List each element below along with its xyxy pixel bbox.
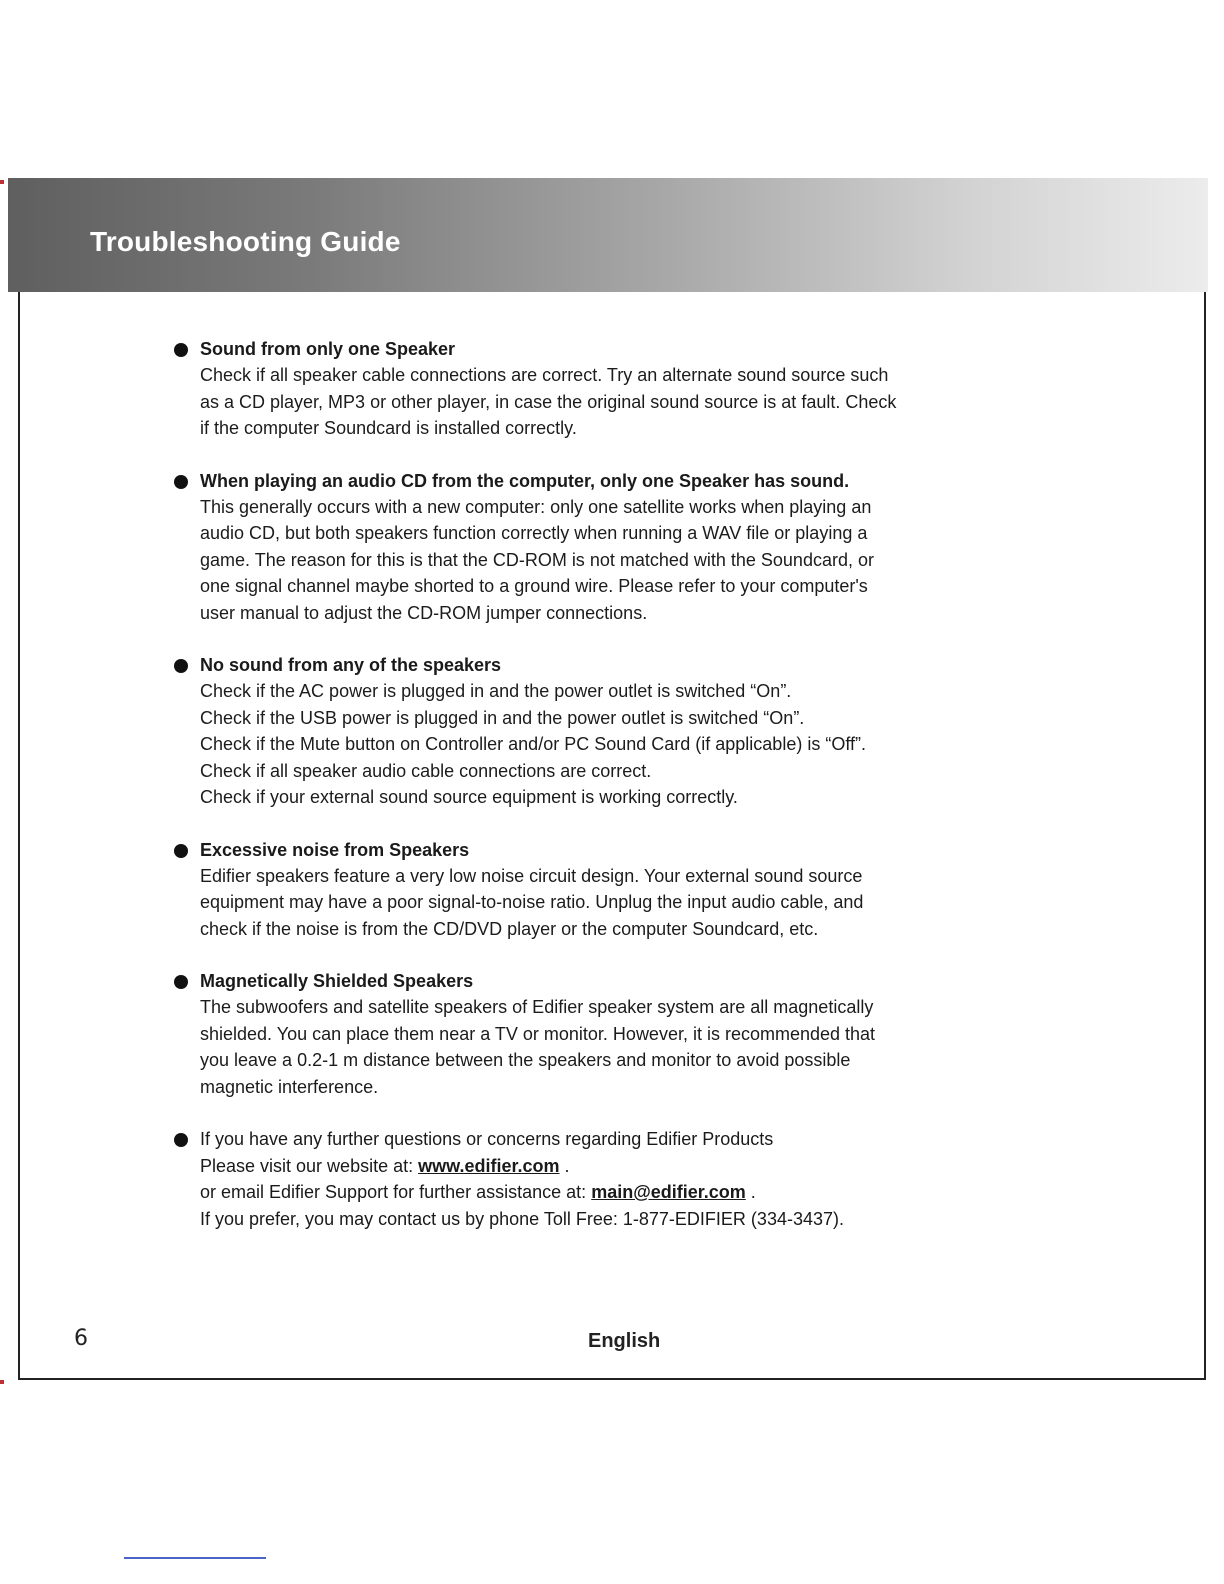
contact-body [200, 1126, 990, 1232]
troubleshooting-content [170, 336, 990, 1258]
body-line: Check if all speaker audio cable connections are correct. [200, 760, 652, 781]
body-line: you leave a 0.2-1 m distance between the speakers and monitor to avoid possible [200, 1050, 851, 1070]
email-link[interactable]: main@edifier.com [591, 1182, 746, 1202]
body-line: as a CD player, MP3 or other player, in case the original sound source is at fault. Check [200, 391, 897, 412]
email-suffix: . [745, 1182, 756, 1202]
body-line: Edifier speakers feature a very low noise circuit design. Your external sound source [200, 865, 863, 886]
body-line: Check if the Mute button on Controller and/or PC Sound Card (if applicable) is “Off”. [200, 734, 866, 754]
page-number: 6 [74, 1326, 88, 1351]
body-line: Check if the USB power is plugged in and the power outlet is switched “On”. [200, 707, 805, 728]
body-line: This generally occurs with a new computer: only one satellite works when playing an [200, 496, 872, 517]
email-line [200, 1179, 990, 1206]
footer-language: English [588, 1330, 661, 1352]
body-line: one signal channel maybe shorted to a ground wire. Please refer to your computer's [200, 576, 868, 596]
bottom-rule [124, 1557, 266, 1559]
body-line: audio CD, but both speakers function correctly when running a WAV file or playing a [200, 523, 868, 543]
section-contact [170, 1126, 990, 1232]
body-line: magnetic interference. [200, 1076, 379, 1097]
section-noise [170, 837, 990, 943]
website-prefix: Please visit our website at: [200, 1155, 419, 1176]
section-title: No sound from any of the speakers [200, 655, 502, 675]
section-title: Magnetically Shielded Speakers [200, 971, 474, 991]
body-line: Check if all speaker cable connections are correct. Try an alternate sound source such [200, 365, 889, 385]
section-magnetic [170, 968, 990, 1100]
section-no-sound [170, 652, 990, 811]
bullet-icon [174, 975, 188, 989]
bullet-icon [174, 844, 188, 858]
section-audio-cd [170, 468, 990, 627]
page-title: Troubleshooting Guide [90, 226, 401, 257]
body-line: shielded. You can place them near a TV or monitor. However, it is recommended that [200, 1023, 876, 1044]
phone-line: If you prefer, you may contact us by phone Toll Free: 1-877-EDIFIER (334-3437). [200, 1208, 844, 1229]
website-suffix: . [559, 1155, 570, 1176]
body-line: Check if your external sound source equipment is working correctly. [200, 787, 738, 807]
website-line [200, 1153, 990, 1180]
bullet-icon [174, 475, 188, 489]
edge-mark [0, 180, 4, 184]
section-one-speaker [170, 336, 990, 442]
email-prefix: or email Edifier Support for further assistance at: [200, 1182, 592, 1202]
body-line: The subwoofers and satellite speakers of Edifier speaker system are all magnetically [200, 997, 874, 1017]
bullet-icon [174, 1133, 188, 1147]
section-body [200, 362, 990, 442]
edge-mark [0, 1380, 4, 1384]
body-line: Check if the AC power is plugged in and the power outlet is switched “On”. [200, 681, 792, 701]
section-title: Excessive noise from Speakers [200, 839, 470, 860]
section-body [200, 863, 990, 943]
contact-intro: If you have any further questions or concerns regarding Edifier Products [200, 1129, 774, 1149]
section-title: When playing an audio CD from the computer, only one Speaker has sound. [200, 470, 850, 491]
bullet-icon [174, 343, 188, 357]
body-line: user manual to adjust the CD-ROM jumper connections. [200, 602, 648, 623]
body-line: equipment may have a poor signal-to-noise ratio. Unplug the input audio cable, and [200, 892, 864, 912]
bullet-icon [174, 659, 188, 673]
body-line: check if the noise is from the CD/DVD player or the computer Soundcard, etc. [200, 918, 819, 939]
section-title: Sound from only one Speaker [200, 339, 456, 359]
body-line: if the computer Soundcard is installed correctly. [200, 418, 577, 438]
body-line: game. The reason for this is that the CD-ROM is not matched with the Soundcard, or [200, 549, 874, 570]
website-link[interactable]: www.edifier.com [418, 1155, 560, 1176]
section-body [200, 494, 990, 627]
section-body [200, 678, 990, 811]
section-body [200, 994, 990, 1100]
